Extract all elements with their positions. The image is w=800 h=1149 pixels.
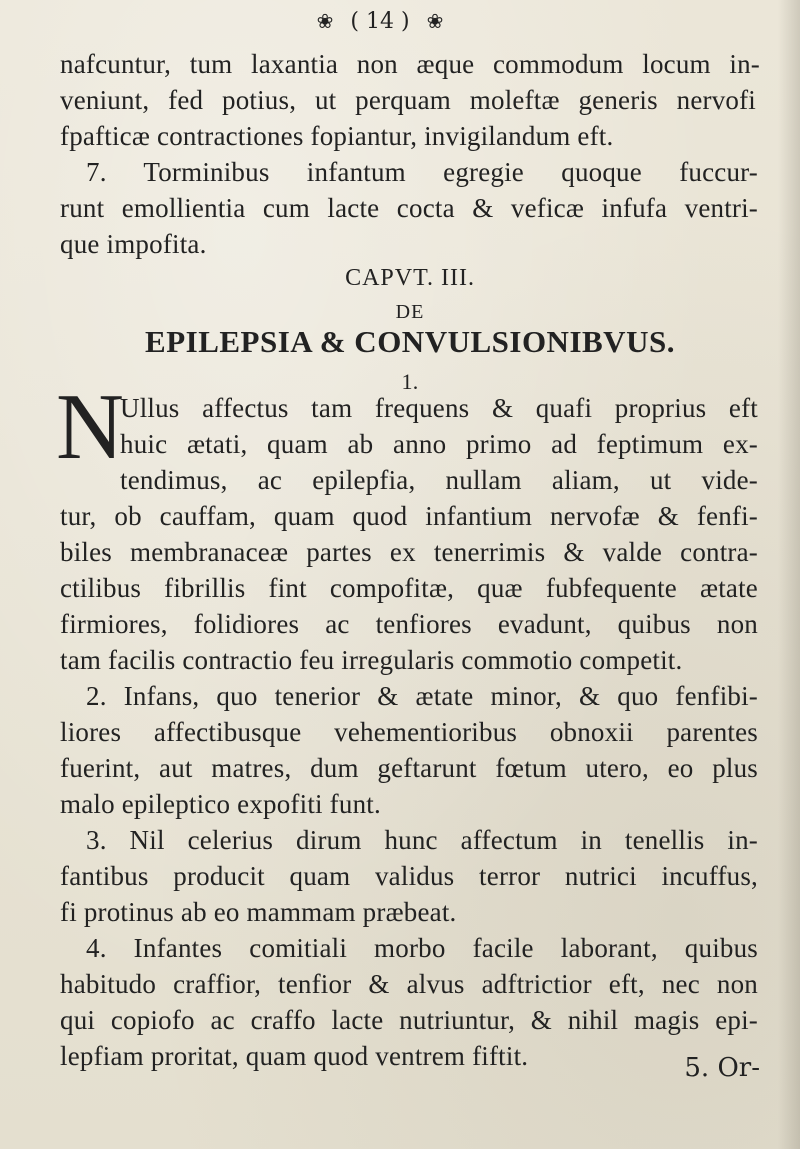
page-header: [220, 6, 540, 37]
text-line: habitudo craffior, tenfior & alvus adftrictior eft, nec non: [60, 969, 758, 999]
text-line: runt emollientia cum lacte cocta & veficæ infufa ventri-: [60, 193, 758, 223]
drop-cap: N: [56, 375, 124, 479]
text-line: 3. Nil celerius dirum hunc affectum in tenellis in-: [86, 825, 758, 855]
page-number: ( 14 ): [350, 9, 410, 34]
text-line: 4. Infantes comitiali morbo facile laborant, quibus: [86, 933, 758, 963]
text-line: fuerint, aut matres, dum geftarunt fœtum utero, eo plus: [60, 753, 758, 783]
text-line: fantibus producit quam validus terror nutrici incuffus,: [60, 861, 758, 891]
text-line: tur, ob cauffam, quam quod infantium nervofæ & fenfi-: [60, 501, 758, 531]
text-line: nafcuntur, tum laxantia non æque commodum locum in-: [60, 49, 760, 79]
text-line: que impofita.: [60, 229, 207, 259]
text-line: biles membranaceæ partes ex tenerrimis & valde contra-: [60, 537, 758, 567]
chapter-de: DE: [395, 301, 425, 323]
text-line: fi protinus ab eo mammam præbeat.: [60, 897, 457, 927]
text-line: lepfiam proritat, quam quod ventrem fiftit.: [60, 1041, 529, 1071]
text-line: qui copiofo ac craffo lacte nutriuntur, & nihil magis epi-: [60, 1005, 758, 1035]
chapter-title: EPILEPSIA & CONVULSIONIBVUS.: [145, 324, 675, 359]
text-line: liores affectibusque vehementioribus obnoxii parentes: [60, 717, 758, 747]
text-line: fpafticæ contractiones fopiantur, invigilandum eft.: [60, 121, 614, 151]
text-line: 7. Torminibus infantum egregie quoque fuccur-: [86, 157, 758, 187]
ornament-left-icon: ❀: [316, 9, 334, 33]
section-number: 1.: [401, 369, 419, 394]
text-line: firmiores, folidiores ac tenfiores evadunt, quibus non: [60, 609, 758, 639]
text-line: veniunt, fed potius, ut perquam moleftæ generis nervofi: [60, 85, 756, 115]
ornament-right-icon: ❀: [426, 9, 444, 33]
text-line: 2. Infans, quo tenerior & ætate minor, & quo fenfibi-: [86, 681, 758, 711]
text-line: huic ætati, quam ab anno primo ad feptimum ex-: [120, 429, 758, 459]
chapter-heading: CAPVT. III.: [345, 265, 475, 291]
text-line: Ullus affectus tam frequens & quafi proprius eft: [120, 393, 758, 423]
text-line: tendimus, ac epilepfia, nullam aliam, ut vide-: [120, 465, 758, 495]
text-line: malo epileptico expofiti funt.: [60, 789, 381, 819]
catchword: 5. Or-: [684, 1053, 760, 1083]
text-line: ctilibus fibrillis fint compofitæ, quæ fubfequente ætate: [60, 573, 758, 603]
text-line: tam facilis contractio feu irregularis commotio competit.: [60, 645, 683, 675]
page-edge-shadow: [778, 0, 800, 1149]
